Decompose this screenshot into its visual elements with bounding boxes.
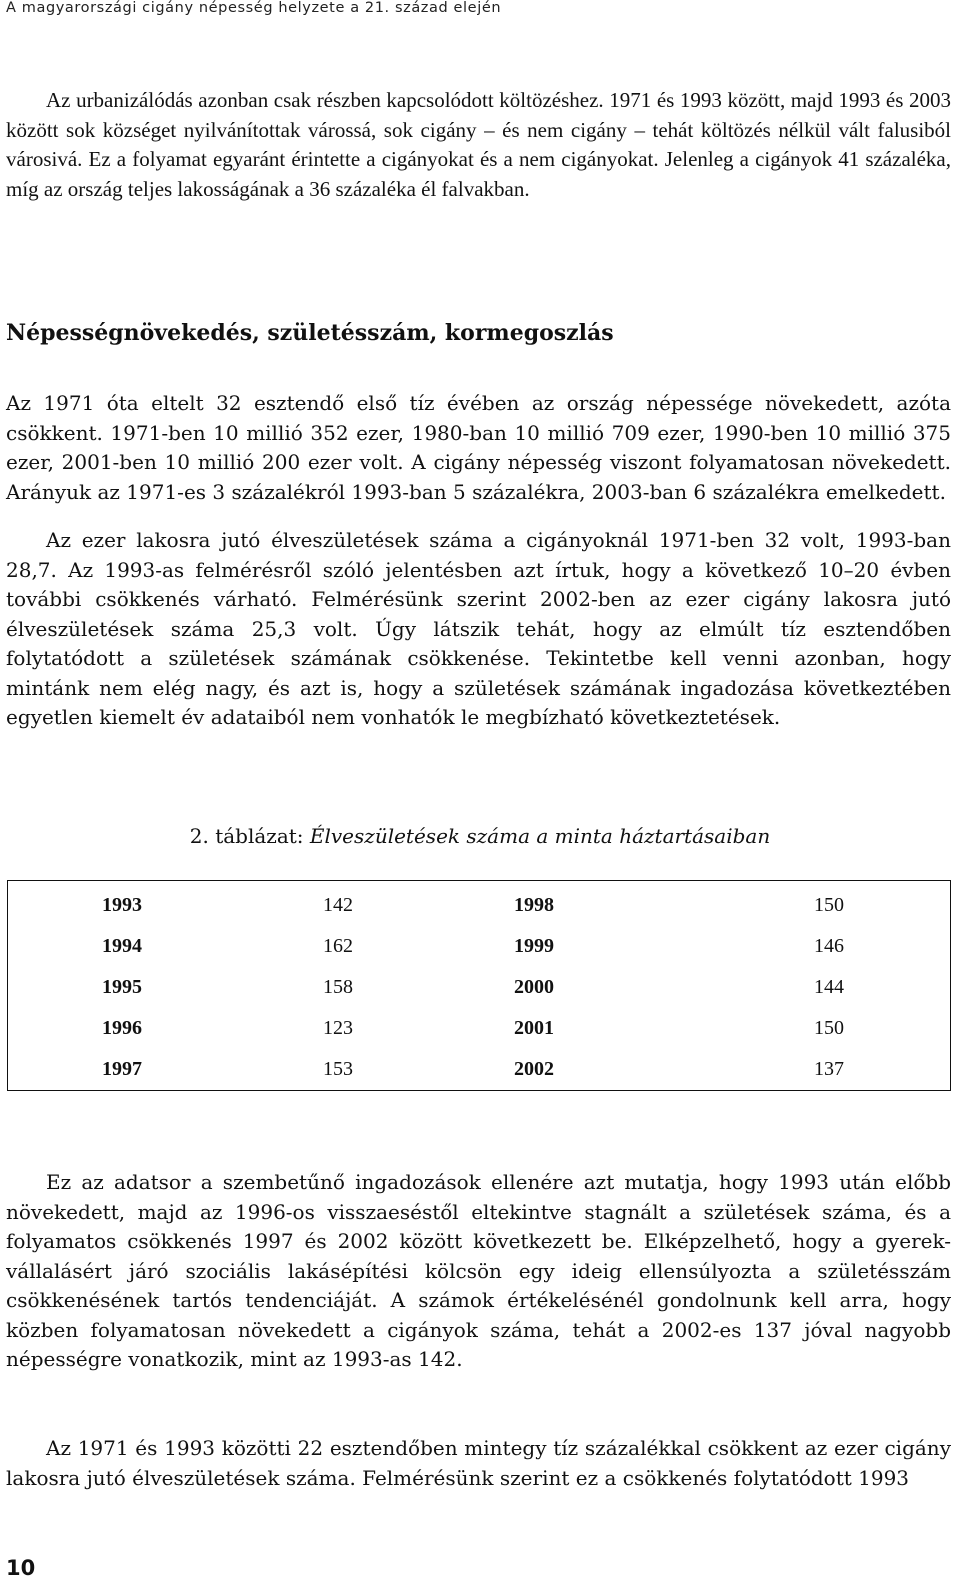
running-head: A magyarországi cigány népesség helyzete a 21. század elején xyxy=(6,0,502,16)
year-cell: 2000 xyxy=(514,976,554,998)
year-cell: 2002 xyxy=(514,1058,554,1080)
value-cell: 146 xyxy=(814,935,844,957)
value-cell: 137 xyxy=(814,1058,844,1080)
year-cell: 2001 xyxy=(514,1017,554,1039)
value-cell: 150 xyxy=(814,894,844,916)
year-cell: 1997 xyxy=(102,1058,142,1080)
table-row xyxy=(8,881,951,927)
section-title: Népességnövekedés, születésszám, kormegoszlás xyxy=(6,320,614,346)
value-cell: 153 xyxy=(323,1058,353,1080)
intro-paragraph: Az urbanizálódás azonban csak részben kapcsolódott költözéshez. 1971 és 1993 között, majd 1993 és 2003 között sok községet nyilvánítottak várossá, sok cigány – és nem cigány – tehát költözés nélkül vált falusiból városivá. Ez a folyamat egyaránt érintette a cigányokat és a nem cigányokat. Jelenleg a cigányok 41 százaléka, míg az ország teljes lakosságának a 36 százaléka él falvakban. xyxy=(6,88,951,201)
year-cell: 1993 xyxy=(102,894,142,916)
value-cell: 150 xyxy=(814,1017,844,1039)
value-cell: 123 xyxy=(323,1017,353,1039)
section-paragraph-2: Az ezer lakosra jutó élveszületések száma a cigányoknál 1971-ben 32 volt, 1993-ban 28,7. Az 1993-as felmérésről szóló jelentésben azt írtuk, hogy a következő 10–20 évben további csökkenés várható. Felmérésünk szerint 2002-ben az ezer cigány lakosra jutó élveszületések száma 25,3 volt. Úgy látszik tehát, hogy az elmúlt tíz esztendőben folytatódott a születések számának csökkenése. Tekintetbe kell venni azonban, hogy mintánk nem elég nagy, és azt is, hogy a születések számának ingadozása következtében egyetlen kiemelt év adataiból nem vonhatók le megbízható következtetések. xyxy=(6,528,951,729)
table-caption xyxy=(0,824,960,848)
table-caption-number: 2. táblázat: xyxy=(189,824,310,848)
year-cell: 1994 xyxy=(102,935,142,957)
closing-paragraph-2: Az 1971 és 1993 közötti 22 esztendőben mintegy tíz százalékkal csökkent az ezer cigány lakosra jutó élveszületések száma. Felmérésünk szerint ez a csökkenés folytatódott 1993 xyxy=(6,1436,951,1490)
page-number: 10 xyxy=(6,1556,36,1580)
table-row xyxy=(8,926,951,967)
closing-paragraph-1: Ez az adatsor a szembetűnő ingadozások ellenére azt mutatja, hogy 1993 után előbb növekedett, majd az 1996-os visszaeséstől eltekintve stagnált a születések száma, és a folyamatos csökkenés 1997 és 2002 között következett be. Elképzelhető, hogy a gyerek-vállalásért járó szociális lakásépítési kölcsön egy ideig ellensúlyozta a születésszám csökkenésének tartós tendenciáját. A számok értékelésénél gondolnunk kell arra, hogy közben folyamatosan növekedett a cigányok száma, tehát a 2002-es 137 jóval nagyobb népességre vonatkozik, mint az 1993-as 142. xyxy=(6,1170,951,1371)
table-row xyxy=(8,967,951,1008)
value-cell: 144 xyxy=(814,976,844,998)
year-cell: 1999 xyxy=(514,935,554,957)
value-cell: 142 xyxy=(323,894,353,916)
year-cell: 1995 xyxy=(102,976,142,998)
value-cell: 158 xyxy=(323,976,353,998)
year-cell: 1996 xyxy=(102,1017,142,1039)
table-row xyxy=(8,1049,951,1091)
table-caption-title: Élveszületések száma a minta háztartásaiban xyxy=(309,824,771,848)
value-cell: 162 xyxy=(323,935,353,957)
births-table xyxy=(7,880,951,1091)
section-paragraph-1: Az 1971 óta eltelt 32 esztendő első tíz évében az ország népessége növekedett, azóta csökkent. 1971-ben 10 millió 352 ezer, 1980-ban 10 millió 709 ezer, 1990-ben 10 millió 375 ezer, 2001-ben 10 millió 200 ezer volt. A cigány népesség viszont folyamatosan növekedett. Arányuk az 1971-es 3 százalékról 1993-ban 5 százalékra, 2003-ban 6 százalékra emelkedett. xyxy=(6,391,951,504)
table-row xyxy=(8,1008,951,1049)
year-cell: 1998 xyxy=(514,894,554,916)
